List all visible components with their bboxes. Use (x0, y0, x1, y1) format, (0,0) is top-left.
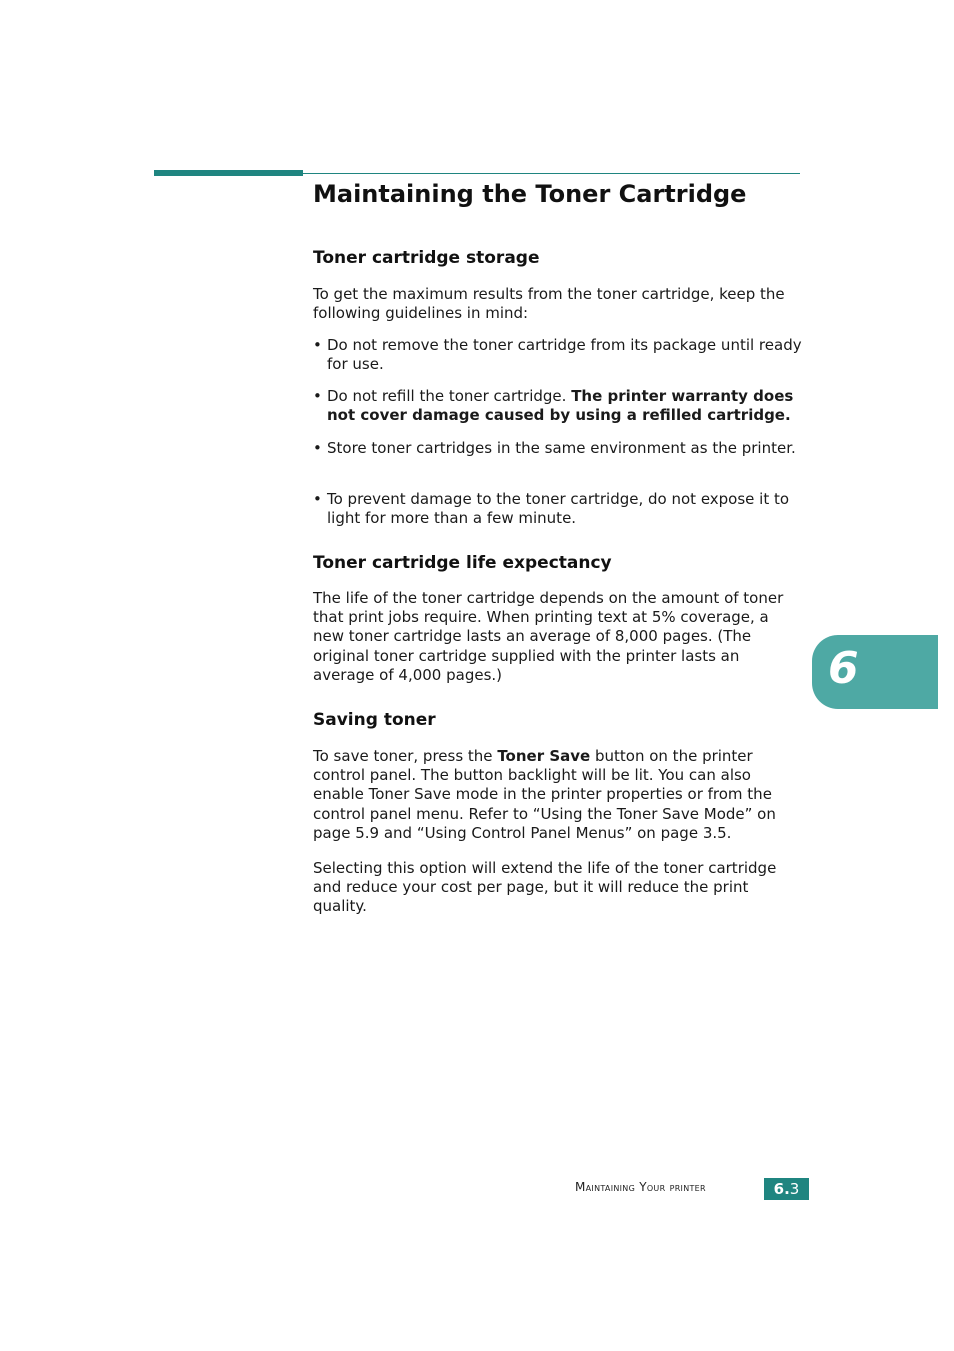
footer-page: 3 (789, 1180, 800, 1198)
footer-page-number (764, 1178, 809, 1200)
saving-toner-body (313, 747, 803, 843)
chapter-number: 6 (828, 643, 859, 694)
heading-storage: Toner cartridge storage (313, 248, 540, 268)
toner-save-label: Toner Save (497, 747, 591, 765)
storage-intro: To get the maximum results from the toner cartridge, keep the following guidelines in mind: (313, 285, 785, 323)
bullet-text: Do not refill the toner cartridge. (327, 387, 572, 405)
header-rule-thick (154, 170, 303, 176)
bullet-glyph: • (313, 387, 322, 405)
life-expectancy-body: The life of the toner cartridge depends on the amount of toner that print jobs require. When printing text at 5% coverage, a new toner cartridge lasts an average of 8,000 pages. (The original toner cartridge supplied with the printer lasts an average of 4,000 pages.) (313, 589, 784, 684)
bullet-text: Store toner cartridges in the same environment as the printer. (327, 439, 796, 457)
saving-text-post: button on the printer control panel. The button backlight will be lit. You can also enable Toner Save mode in the printer properties or from the control panel menu. Refer to “Using the Toner Save Mode” on page 5.9 and “Using Control Panel Menus” on page 3.5. (313, 747, 776, 842)
header-rule-thin (303, 173, 800, 174)
chapter-tab (812, 635, 938, 709)
bullet-glyph: • (313, 490, 322, 508)
warranty-warning: The printer warranty does not cover damage caused by using a refilled cartridge. (327, 387, 794, 425)
page-title: Maintaining the Toner Cartridge (313, 180, 747, 208)
bullet-glyph: • (313, 439, 322, 457)
heading-saving-toner: Saving toner (313, 710, 436, 730)
bullet-text: Do not remove the toner cartridge from its package until ready for use. (327, 336, 802, 374)
bullet-glyph: • (313, 336, 322, 354)
footer-chapter: 6. (773, 1180, 790, 1198)
saving-text-pre: To save toner, press the (313, 747, 498, 765)
heading-life-expectancy: Toner cartridge life expectancy (313, 553, 612, 573)
footer-section-name: Maintaining Your printer (575, 1180, 706, 1194)
list-item (313, 387, 803, 425)
saving-toner-note: Selecting this option will extend the life of the toner cartridge and reduce your cost per page, but it will reduce the print quality. (313, 859, 777, 916)
bullet-text: To prevent damage to the toner cartridge, do not expose it to light for more than a few minute. (327, 490, 790, 528)
list-item (313, 336, 803, 374)
list-item (313, 490, 803, 528)
list-item (313, 439, 803, 458)
